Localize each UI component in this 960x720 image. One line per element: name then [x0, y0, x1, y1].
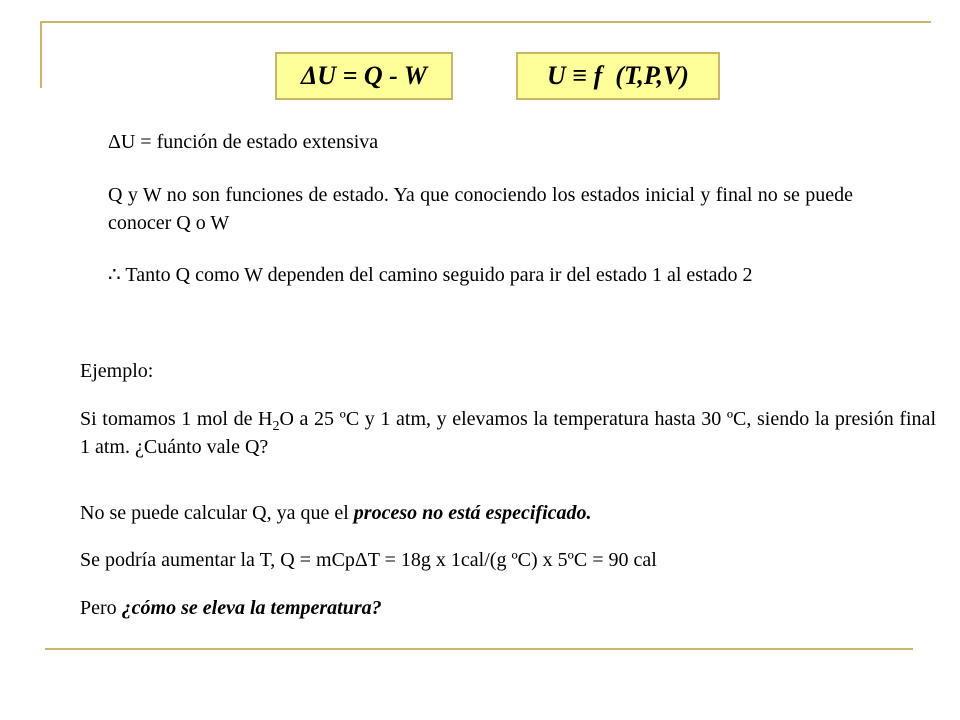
example-text-part2: O a 25 ºC y 1 atm, y elevamos la temperatura hasta 30 ºC, siendo la presión final 1 atm. ¿Cuánto vale Q? [80, 408, 936, 458]
example-statement [80, 405, 936, 461]
state-function-formula-box [516, 52, 720, 100]
state-function-formula: U ≡ f (T,P,V) [547, 61, 689, 90]
example-heading: Ejemplo: [80, 360, 154, 382]
concept-q-w-not-state-functions: Q y W no son funciones de estado. Ya que conociendo los estados inicial y final no se puede conocer Q o W [108, 184, 853, 234]
answer-line1-prefix: No se puede calcular Q, ya que el [80, 502, 354, 524]
concept-path-dependence [108, 261, 853, 289]
answer-line3-emphasis: ¿cómo se eleva la temperatura? [121, 597, 382, 619]
water-subscript: 2 [272, 419, 280, 434]
therefore-symbol: ∴ [108, 264, 121, 286]
bottom-rule [45, 648, 913, 650]
top-rule [40, 21, 931, 23]
left-rule [40, 21, 42, 88]
answer-line3-prefix: Pero [80, 597, 122, 619]
answer-line1-emphasis: proceso no está especificado. [353, 502, 592, 524]
concept-extensive-state-function: ΔU = función de estado extensiva [108, 131, 379, 153]
example-text-part1: Si tomamos 1 mol de H [80, 408, 273, 430]
first-law-formula: ΔU = Q - W [301, 61, 427, 90]
answer-calculation: Se podría aumentar la T, Q = mCpΔT = 18g x 1cal/(g ºC) x 5ºC = 90 cal [80, 549, 657, 571]
first-law-formula-box [275, 52, 453, 100]
path-dependence-text: Tanto Q como W dependen del camino seguido para ir del estado 1 al estado 2 [125, 264, 753, 286]
answer-not-specified [80, 499, 936, 527]
answer-question [80, 594, 936, 622]
